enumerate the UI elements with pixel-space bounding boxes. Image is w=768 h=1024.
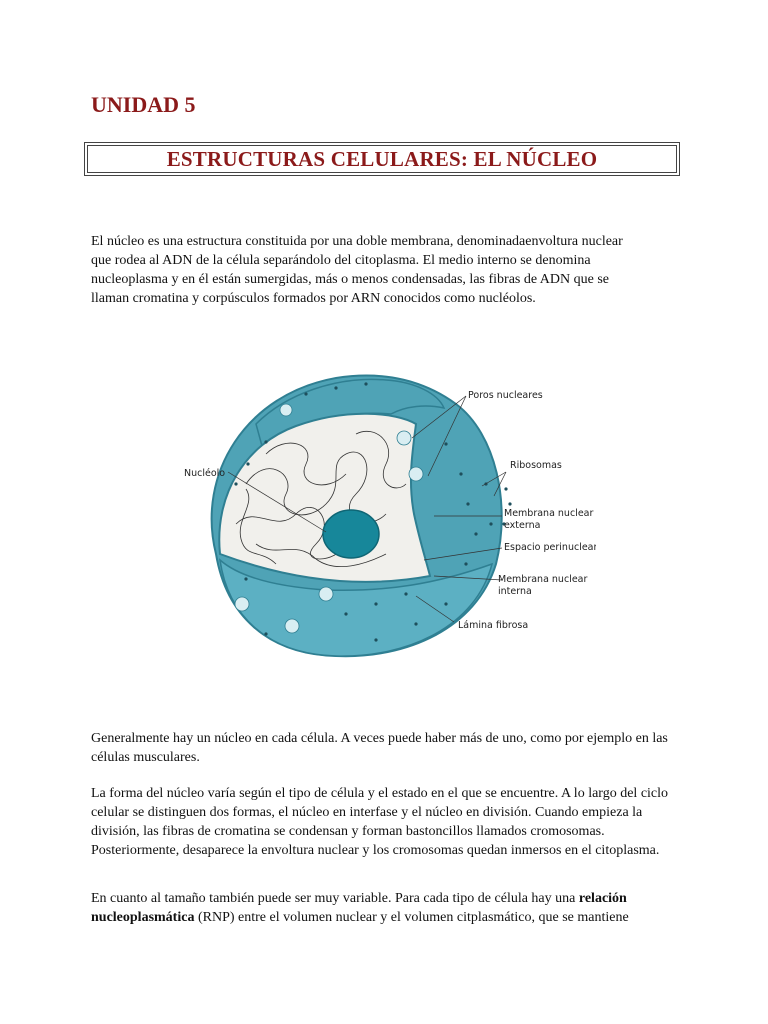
paragraph-size-start: En cuanto al tamaño también puede ser muy variable. Para cada tipo de célula hay una: [91, 891, 579, 906]
label-membrana-externa-2: externa: [504, 520, 541, 531]
label-lamina: Lámina fibrosa: [458, 620, 529, 631]
intro-paragraph: El núcleo es una estructura constituida por una doble membrana, denominadaenvoltura nuclear que rodea al ADN de la célula separándolo del citoplasma. El medio interno se denomina nucleoplasma y en él están sumergidas, más o menos condensadas, las fibras de ADN que se llaman cromatina y corpúsculos formados por ARN conocidos como nucléolos.: [91, 234, 623, 306]
label-nucleolo: Nucléolo: [184, 468, 226, 479]
paragraph-size-end: (RNP) entre el volumen nuclear y el volumen citplasmático, que se mantiene: [194, 910, 629, 925]
nuclear-pore: [280, 404, 292, 416]
nuclear-pore: [397, 431, 411, 445]
paragraph-count: Generalmente hay un núcleo en cada célula. A veces puede haber más de uno, como por ejemplo en las células musculares.: [91, 731, 668, 765]
nuclear-pore: [409, 467, 423, 481]
paragraph-shape: La forma del núcleo varía según el tipo de célula y el estado en el que se encuentre. A lo largo del ciclo celular se distinguen dos formas, el núcleo en interfase y el núcleo en división. Cuando empieza la división, las fibras de cromatina se condensan y forman bastoncillos llamados cromosomas. Posteriormente, desaparece la envoltura nuclear y los cromosomas quedan inmersos en el citoplasma.: [91, 786, 669, 858]
nuclear-pore: [319, 587, 333, 601]
unit-heading: UNIDAD 5: [91, 92, 196, 117]
label-membrana-interna-1: Membrana nuclear: [498, 574, 588, 585]
paragraph-size-bold: relación nucleoplasmática: [91, 891, 627, 925]
title-box: [84, 142, 680, 176]
label-ribosomas: Ribosomas: [510, 460, 562, 471]
nuclear-pore: [285, 619, 299, 633]
label-membrana-externa-1: Membrana nuclear: [504, 508, 594, 519]
nucleus-diagram: [176, 364, 596, 664]
label-espacio: Espacio perinuclear: [504, 542, 596, 553]
nucleolus: [323, 510, 379, 558]
label-membrana-interna-2: interna: [498, 586, 532, 597]
nuclear-pore: [235, 597, 249, 611]
page-title: ESTRUCTURAS CELULARES: EL NÚCLEO: [166, 146, 598, 171]
paragraph-size: [91, 889, 691, 927]
label-poros: Poros nucleares: [468, 390, 543, 401]
nucleus-illustration: [176, 364, 596, 664]
